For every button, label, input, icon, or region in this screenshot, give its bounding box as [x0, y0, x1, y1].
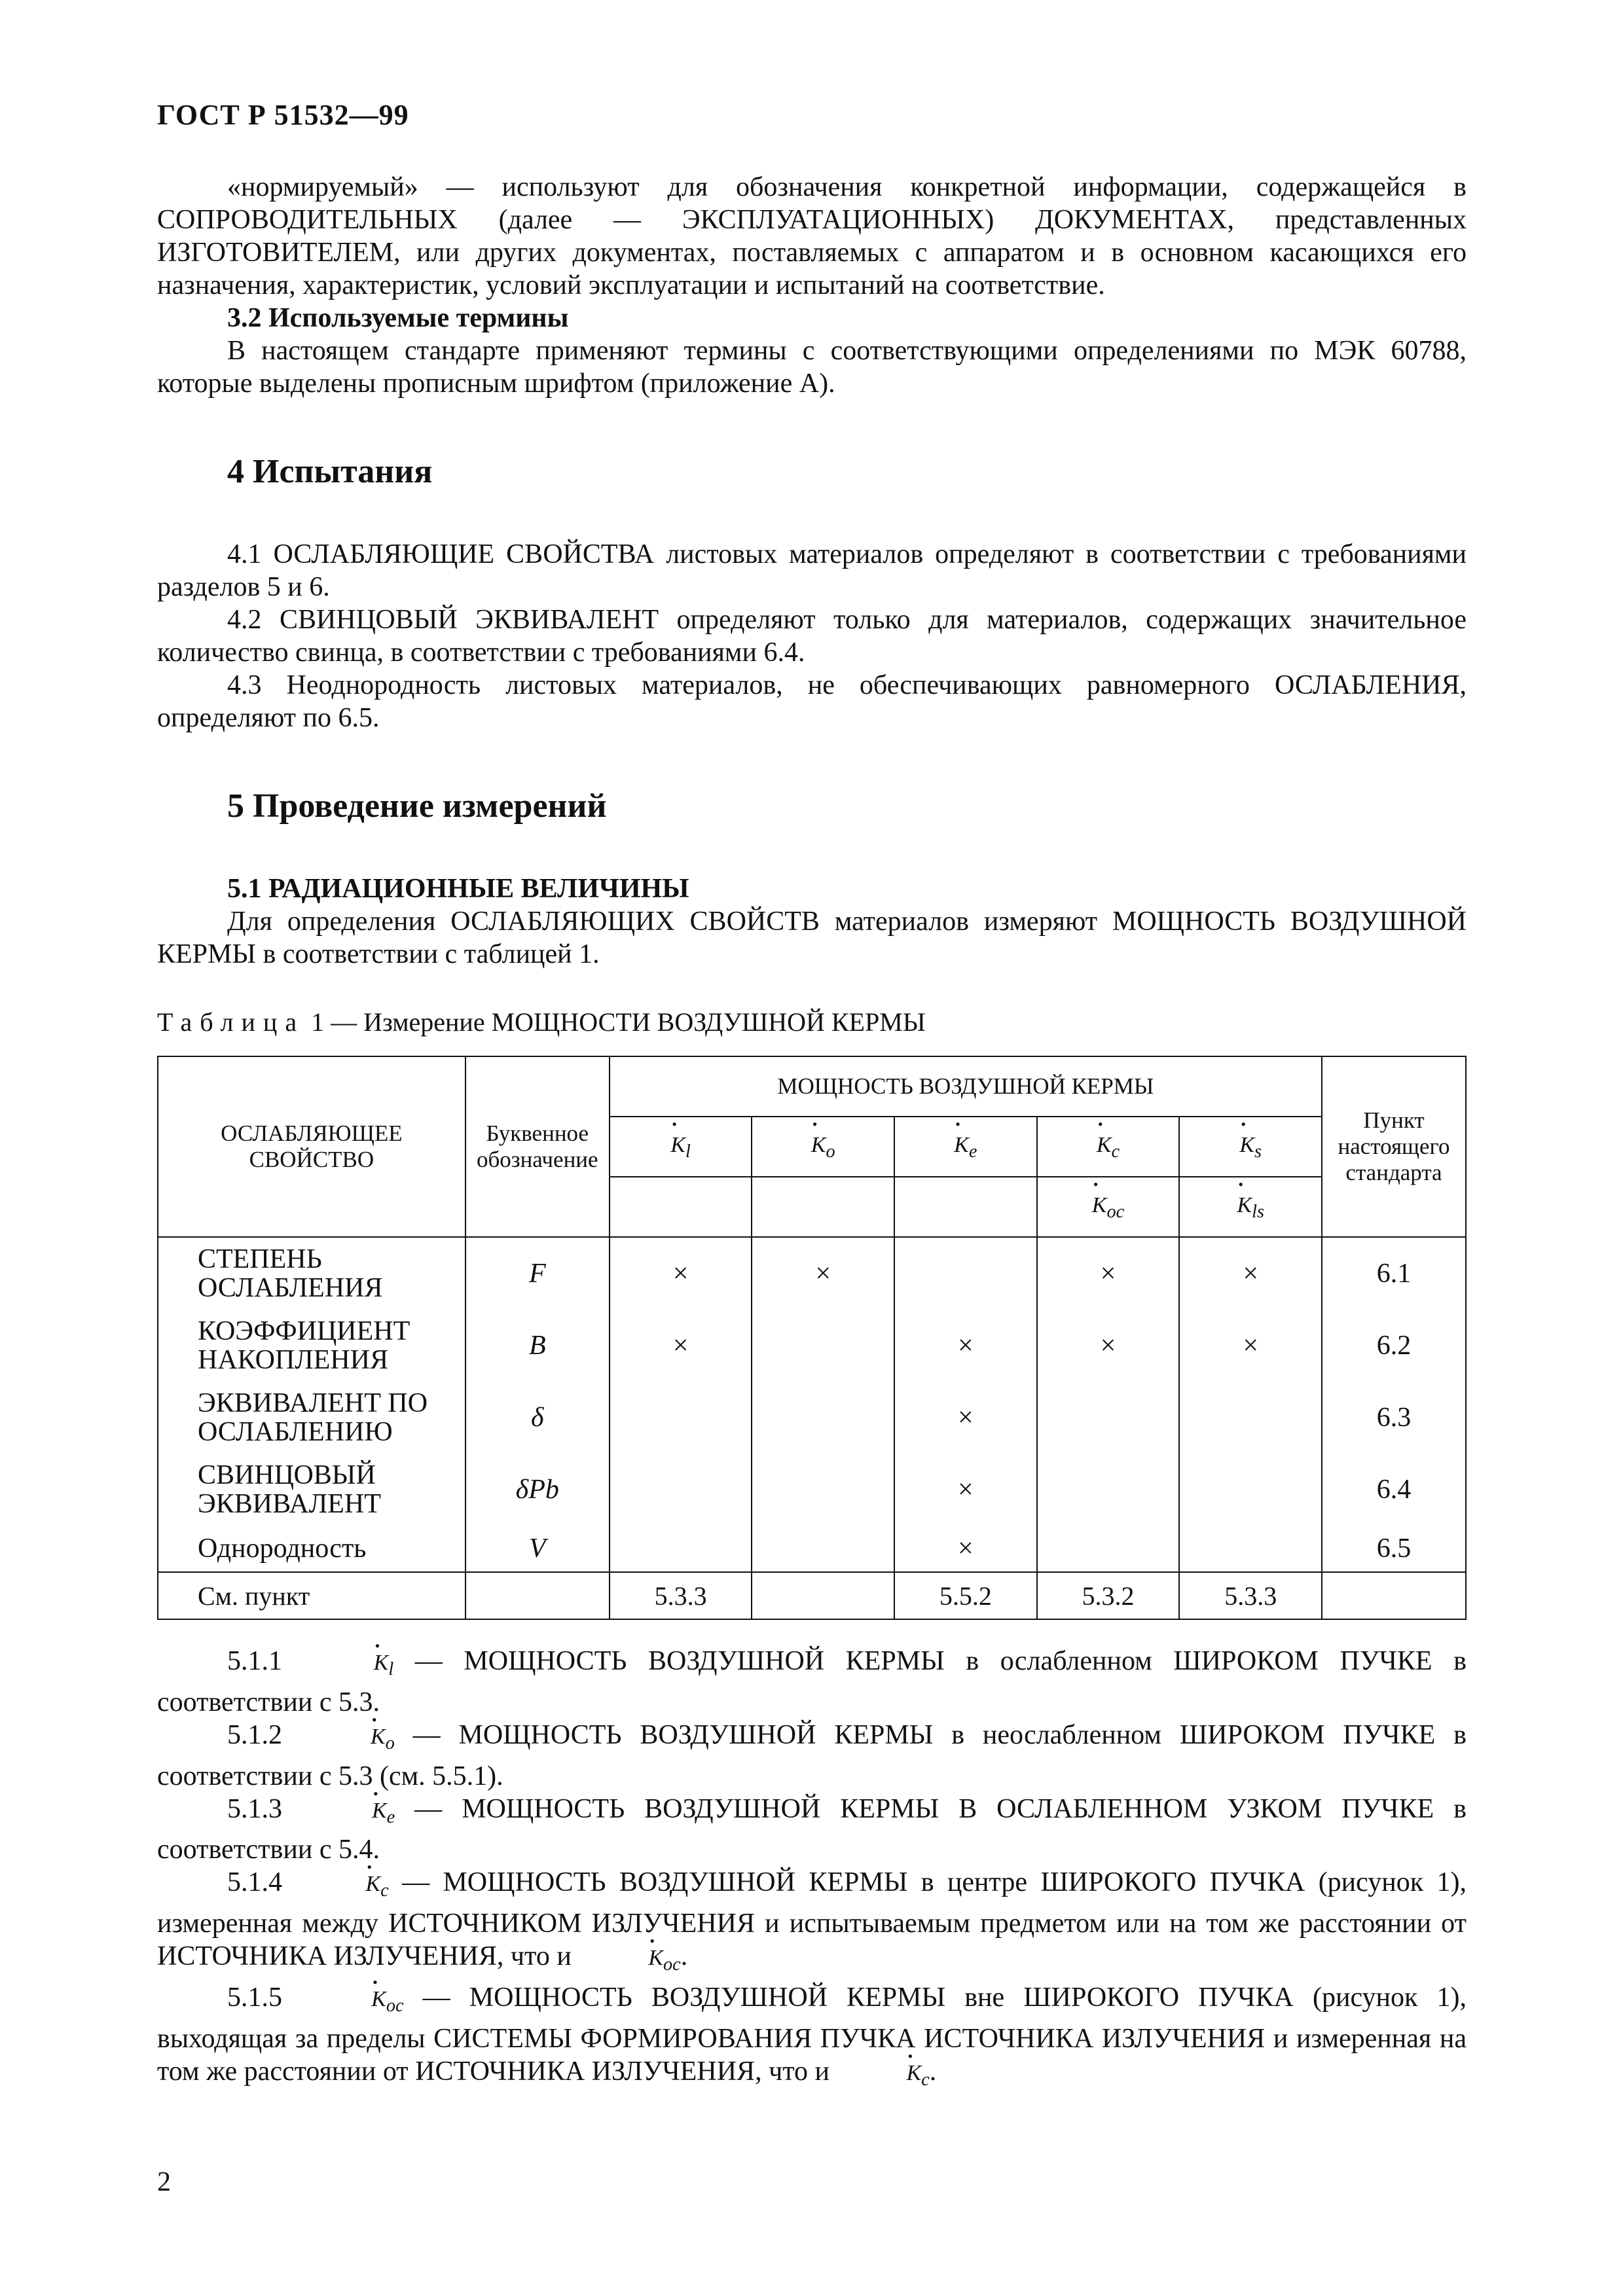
cell-mark	[1179, 1526, 1322, 1572]
kerma-subscript: c	[1111, 1141, 1120, 1162]
cell-mark	[1037, 1382, 1180, 1454]
table-caption-label: Таблица	[157, 1007, 305, 1037]
page-number: 2	[157, 2167, 171, 2197]
kerma-letter: • K	[1097, 1133, 1112, 1158]
kerma-subscript: s	[1254, 1141, 1262, 1162]
cell-property: Однородность	[158, 1526, 465, 1572]
th-symbol: Буквенное обозначение	[465, 1056, 610, 1237]
definition-number: 5.1.3	[227, 1793, 302, 1824]
cell-mark: ×	[1037, 1237, 1180, 1310]
definition-period: .	[929, 2056, 937, 2087]
cell-mark: ×	[610, 1237, 752, 1310]
cell-mark	[752, 1382, 894, 1454]
table-row	[158, 1526, 1466, 1572]
th-kerma-e	[894, 1117, 1037, 1177]
kerma-letter: • K	[304, 1647, 389, 1679]
cell-mark	[610, 1382, 752, 1454]
definition-5.1.4	[157, 1866, 1467, 1981]
cell-symbol: δPb	[465, 1454, 610, 1526]
section-5-title: 5 Проведение измерений	[227, 787, 607, 825]
kerma-subscript: l	[685, 1141, 691, 1162]
cell-clause: 6.4	[1322, 1454, 1466, 1526]
kerma-symbol	[1239, 1132, 1262, 1162]
kerma-letter: • K	[301, 1721, 386, 1753]
cell-clause: 6.5	[1322, 1526, 1466, 1572]
table-caption	[157, 1007, 1467, 1037]
kerma-letter: • K	[578, 1942, 663, 1975]
th-kerma-l	[610, 1117, 752, 1177]
kerma-subscript: e	[968, 1141, 977, 1162]
cell-symbol: F	[465, 1237, 610, 1310]
kerma-letter: • K	[811, 1133, 826, 1158]
cell-see-empty	[1322, 1572, 1466, 1619]
cell-clause: 6.3	[1322, 1382, 1466, 1454]
cell-mark	[1037, 1526, 1180, 1572]
definition-text: — МОЩНОСТЬ ВОЗДУШНОЙ КЕРМЫ в ослабленном ШИРОКОМ ПУЧКЕ в соответствии с 5.3.	[157, 1646, 1467, 1717]
cell-see-value: 5.5.2	[894, 1572, 1037, 1619]
kerma-letter: • K	[1237, 1193, 1252, 1218]
cell-mark: ×	[1179, 1310, 1322, 1382]
definition-number: 5.1.5	[227, 1982, 302, 2013]
cell-mark: ×	[894, 1454, 1037, 1526]
definition-number: 5.1.2	[227, 1719, 301, 1750]
kerma-subscript: e	[386, 1806, 395, 1827]
definition-number: 5.1.4	[227, 1867, 296, 1898]
cell-mark: ×	[894, 1382, 1037, 1454]
kerma-letter: • K	[836, 2057, 921, 2090]
cell-mark	[610, 1526, 752, 1572]
definition-text: — МОЩНОСТЬ ВОЗДУШНОЙ КЕРМЫ в неослабленном ШИРОКОМ ПУЧКЕ в соответствии с 5.3 (см. 5.5.1).	[157, 1719, 1467, 1791]
kerma-letter: • K	[302, 1795, 387, 1827]
cell-see-value: 5.3.3	[610, 1572, 752, 1619]
kerma-symbol	[954, 1132, 977, 1162]
kerma-symbol	[836, 2060, 930, 2090]
kerma-letter: • K	[301, 1983, 386, 2016]
cell-mark: ×	[1037, 1310, 1180, 1382]
cell-mark	[1179, 1454, 1322, 1526]
document-header: ГОСТ Р 51532—99	[157, 99, 409, 131]
th-kerma-s	[1179, 1117, 1322, 1177]
definition-text: — МОЩНОСТЬ ВОЗДУШНОЙ КЕРМЫ в центре ШИРОКОГО ПУЧКА (рисунок 1), измеренная между ИСТОЧНИКОМ ИЗЛУЧЕНИЯ и испытываемым предметом или на том же расстоянии от ИСТОЧНИКА ИЗЛУЧЕНИЯ, что и	[157, 1867, 1467, 1972]
kerma-subscript: oc	[1106, 1201, 1125, 1222]
table-caption-text: 1 — Измерение МОЩНОСТИ ВОЗДУШНОЙ КЕРМЫ	[311, 1007, 926, 1037]
cell-property: СВИНЦОВЫЙ ЭКВИВАЛЕНТ	[158, 1454, 465, 1526]
cell-property: КОЭФФИЦИЕНТ НАКОПЛЕНИЯ	[158, 1310, 465, 1382]
cell-mark: ×	[1179, 1237, 1322, 1310]
kerma-subscript: oc	[386, 1995, 404, 2016]
th-kerma-c	[1037, 1117, 1180, 1177]
kerma-letter: • K	[1239, 1133, 1254, 1158]
cell-mark: ×	[894, 1310, 1037, 1382]
kerma-symbol	[1091, 1193, 1125, 1222]
th-kerma-extra	[752, 1177, 894, 1237]
cell-mark: ×	[752, 1237, 894, 1310]
th-air-kerma-rate: МОЩНОСТЬ ВОЗДУШНОЙ КЕРМЫ	[610, 1056, 1322, 1117]
cell-mark: ×	[894, 1526, 1037, 1572]
th-kerma-extra	[894, 1177, 1037, 1237]
definition-text: — МОЩНОСТЬ ВОЗДУШНОЙ КЕРМЫ вне ШИРОКОГО ПУЧКА (рисунок 1), выходящая за пределы СИСТЕМЫ ФОРМИРОВАНИЯ ПУЧКА ИСТОЧНИКА ИЗЛУЧЕНИЯ и измеренная на том же расстоянии от ИСТОЧНИКА ИЗЛУЧЕНИЯ, что и	[157, 1982, 1467, 2087]
kerma-subscript: o	[826, 1141, 835, 1162]
cell-see-label: См. пункт	[158, 1572, 465, 1619]
th-clause: Пункт настоящего стандарта	[1322, 1056, 1466, 1237]
table-row	[158, 1237, 1466, 1310]
clause-4-3: 4.3 Неоднородность листовых материалов, не обеспечивающих равномерного ОСЛАБЛЕНИЯ, определяют по 6.5.	[157, 670, 1467, 733]
intro-paragraph: «нормируемый» — используют для обозначения конкретной информации, содержащейся в СОПРОВОДИТЕЛЬНЫХ (далее — ЭКСПЛУАТАЦИОННЫХ) ДОКУМЕНТАХ, представленных ИЗГОТОВИТЕЛЕМ, или других документах, поставляемых с аппаратом и в основном касающихся его назначения, характеристик, условий эксплуатации и испытаний на соответствие.	[157, 172, 1467, 300]
section-4-title: 4 Испытания	[227, 453, 433, 490]
cell-property: СТЕПЕНЬ ОСЛАБЛЕНИЯ	[158, 1237, 465, 1310]
cell-symbol: δ	[465, 1382, 610, 1454]
cell-mark	[752, 1454, 894, 1526]
th-kerma-extra	[1037, 1177, 1180, 1237]
definition-text: — МОЩНОСТЬ ВОЗДУШНОЙ КЕРМЫ В ОСЛАБЛЕННОМ УЗКОМ ПУЧКЕ в соответствии с 5.4.	[157, 1793, 1467, 1865]
th-property: ОСЛАБЛЯЮЩЕЕ СВОЙСТВО	[158, 1056, 465, 1237]
table-row	[158, 1310, 1466, 1382]
kerma-letter: • K	[954, 1133, 969, 1158]
table-row	[158, 1454, 1466, 1526]
document-page	[157, 98, 1467, 2096]
subsection-5-1-text: Для определения ОСЛАБЛЯЮЩИХ СВОЙСТВ материалов измеряют МОЩНОСТЬ ВОЗДУШНОЙ КЕРМЫ в соответствии с таблицей 1.	[157, 906, 1467, 969]
kerma-symbol	[1096, 1132, 1120, 1162]
subsection-3-2-text: В настоящем стандарте применяют термины с соответствующими определениями по МЭК 60788, которые выделены прописным шрифтом (приложение А).	[157, 336, 1467, 399]
clause-4-2: 4.2 СВИНЦОВЫЙ ЭКВИВАЛЕНТ определяют только для материалов, содержащих значительное количество свинца, в соответствии с требованиями 6.4.	[157, 605, 1467, 668]
th-kerma-extra	[610, 1177, 752, 1237]
subsection-3-2-title: 3.2 Используемые термины	[227, 303, 569, 333]
cell-mark	[752, 1526, 894, 1572]
cell-see-empty	[465, 1572, 610, 1619]
cell-mark	[1179, 1382, 1322, 1454]
cell-symbol: V	[465, 1526, 610, 1572]
cell-mark	[752, 1310, 894, 1382]
cell-clause: 6.2	[1322, 1310, 1466, 1382]
kerma-subscript: l	[388, 1659, 394, 1679]
kerma-subscript: oc	[663, 1954, 681, 1975]
kerma-subscript: c	[380, 1880, 389, 1901]
kerma-symbol	[304, 1651, 394, 1679]
table-row	[158, 1382, 1466, 1454]
cell-property: ЭКВИВАЛЕНТ ПО ОСЛАБЛЕНИЮ	[158, 1382, 465, 1454]
cell-mark	[1037, 1454, 1180, 1526]
measurement-table	[157, 1056, 1467, 1620]
definition-5.1.5	[157, 1981, 1467, 2096]
kerma-symbol	[578, 1946, 681, 1975]
cell-mark	[610, 1454, 752, 1526]
kerma-symbol	[811, 1132, 835, 1162]
kerma-letter: • K	[295, 1868, 380, 1901]
kerma-symbol	[301, 1986, 404, 2016]
cell-see-value: 5.3.3	[1179, 1572, 1322, 1619]
kerma-letter: • K	[1092, 1193, 1107, 1218]
definition-period: .	[680, 1941, 688, 1972]
th-kerma-extra	[1179, 1177, 1322, 1237]
th-kerma-o	[752, 1117, 894, 1177]
subsection-5-1-title: 5.1 РАДИАЦИОННЫЕ ВЕЛИЧИНЫ	[227, 874, 689, 904]
cell-see-value: 5.3.2	[1037, 1572, 1180, 1619]
kerma-letter: • K	[670, 1133, 685, 1158]
kerma-subscript: c	[921, 2069, 930, 2090]
cell-symbol: B	[465, 1310, 610, 1382]
cell-mark: ×	[610, 1310, 752, 1382]
definitions	[157, 1645, 1467, 2096]
cell-clause: 6.1	[1322, 1237, 1466, 1310]
kerma-subscript: ls	[1252, 1201, 1264, 1222]
kerma-symbol	[295, 1872, 389, 1901]
kerma-symbol	[301, 1724, 395, 1753]
kerma-symbol	[1237, 1193, 1264, 1222]
cell-mark	[894, 1237, 1037, 1310]
kerma-symbol	[302, 1798, 395, 1827]
clause-4-1: 4.1 ОСЛАБЛЯЮЩИЕ СВОЙСТВА листовых материалов определяют в соответствии с требованиями разделов 5 и 6.	[157, 539, 1467, 602]
definition-number: 5.1.1	[227, 1646, 304, 1676]
cell-see-value	[752, 1572, 894, 1619]
kerma-subscript: o	[385, 1732, 395, 1753]
kerma-symbol	[670, 1132, 691, 1162]
